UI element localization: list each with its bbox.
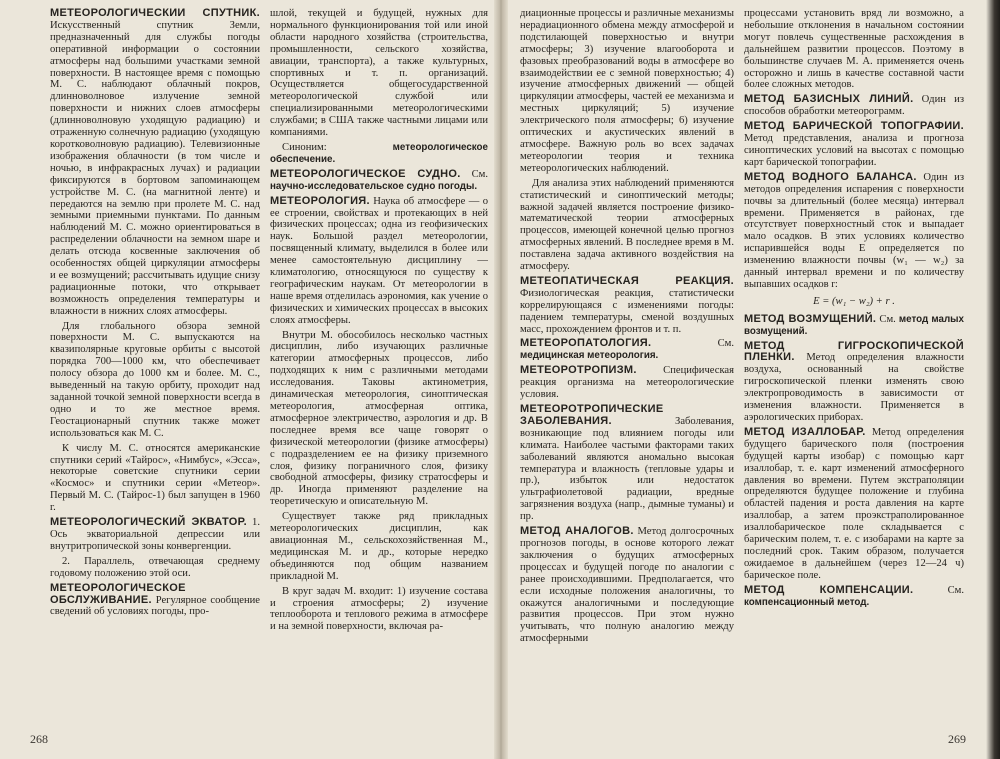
dictionary-entry xyxy=(520,338,734,362)
dictionary-entry xyxy=(744,121,964,169)
cross-reference: компенсационный метод. xyxy=(744,596,870,608)
cross-reference: метеорологическое обеспечение. xyxy=(270,141,488,165)
entry-text: Метод представления, анализа и прогноза синоптических условий на высотах с помощью карт барической топографии. xyxy=(744,133,964,168)
dictionary-entry xyxy=(744,172,964,291)
entry-paragraph xyxy=(270,8,488,139)
entry-headword: МЕТЕОРОЛОГИЧЕСКИЙ СПУТНИК. xyxy=(50,8,260,19)
right-page xyxy=(518,8,984,753)
entry-headword: МЕТОД АНАЛОГОВ. xyxy=(520,525,634,538)
dictionary-entry xyxy=(50,517,260,553)
entry-headword: МЕТОД БАЗИСНЫХ ЛИНИЙ. xyxy=(744,93,914,106)
entry-text: Искусственный спутник Земли, предназначенный для службы погоды оперативной информации о состоянии атмосферы над большими участками земной поверхности. В настоящее время с помощью М. С. наблюдают облачный покров, длинноволновое излучение земной поверхности и нижних слоев атмосферы (длинноволновую уходящую радиацию) и отраженную солнечную радиацию (уходящую коротковолновую радиацию). Телевизионные изображения облачности (в том числе и ночью, в инфракрасных лучах) и радиации фиксируются в бортовом запоминающем устройстве М. С. (на магнитной ленте) и передаются на землю при пролете М. С. над земными приемными пунктами. По данным наблюдений М. С. можно ориентироваться в распределении облачности на земном шаре и делать отсюда косвенные заключения об особенностях общей циркуляции атмосферы и ее возмущений; рассчитывать идущие снизу радиационные потоки, что открывает возможность определения температуры и влажности в нижних слоях атмосферы. xyxy=(50,19,260,317)
cross-reference: метод малых возмущений. xyxy=(744,313,964,337)
entry-text: К числу М. С. относятся американские спутники серий «Тайрос», «Нимбус», «Эсса», некоторые советские спутники серии «Космос» и спутники серии «Метеор». Первый М. С. (Тайрос-1) был запущен в 1960 г. xyxy=(50,442,260,514)
dictionary-entry xyxy=(50,583,260,619)
dictionary-entry xyxy=(744,341,964,424)
entry-headword: МЕТЕОРОТРОПИЗМ. xyxy=(520,364,637,377)
entry-text: Один из способов обработки метеорограмм. xyxy=(744,94,964,118)
entry-text: Заболевания, возникающие под влиянием погоды или климата. Наиболее частыми факторами таких заболеваний являются аномально высокая температура и влажность (тепловые удары и пр.), избыток или недостаток ультрафиолетовой радиации, вредные загрязнения воздуха (напр., дымные туманы) и пр. xyxy=(520,415,734,523)
entry-text: См. xyxy=(460,168,488,180)
entry-text: Для анализа этих наблюдений применяются статистический и синоптический методы; важной задачей является построение физико-математической теории атмосферных процессов, имеющей конечной целью прогноз атмосферных явлений. В последнее время в М. поставлена задача активного воздействия на атмосферу. xyxy=(520,177,734,273)
entry-paragraph xyxy=(50,443,260,514)
entry-headword: МЕТЕОРОЛОГИЯ. xyxy=(270,194,370,207)
dictionary-entry xyxy=(520,365,734,401)
entry-text: диационные процессы и различные механизмы нерадиационного обмена между атмосферой и подстилающей поверхностью и внутри атмосферы; 3) изучение влагооборота и фазовых преобразований воды в атмосфере во взаимодействии ее с земной поверхностью; 4) изучение атмосферных движений — общей циркуляции атмосферы, частей ее механизма и местных циркуляций; 5) изучение электрического поля атмосферы; 6) изучение оптических и акустических явлений в атмосфере. Важную роль во всех задачах метеорологии теория и техника метеорологических наблюдений. xyxy=(520,8,734,174)
entry-headword: МЕТЕОРОЛОГИЧЕСКИЙ ЭКВАТОР. xyxy=(50,516,247,529)
entry-text: 2. Параллель, отвечающая среднему годовому положению этой оси. xyxy=(50,555,260,579)
entry-text: Метод определения влажности воздуха, основанный на свойстве гигроскопической пленки изменять свою электропроводимость в зависимости от изменения влажности. Применяется в аэрологических приборах. xyxy=(744,352,964,423)
entry-text: Внутри М. обособилось несколько частных дисциплин, либо изучающих различные категории атмосферных процессов, либо подходящих к ним с различными методами исследования. Таковы актинометрия, динамическая метеорология, синоптическая метеорология, атмосферная оптика, атмосферное электричество, аэрология и др. В последнее время все чаще говорят о физической метеорологии (физике атмосферы) с подразделением ее на физику приземного слоя, физику пограничного слоя, физику свободной атмосферы, физику стратосферы и др. Иногда применяют разделение на теоретическую и описательную М. xyxy=(270,329,488,508)
book-gutter xyxy=(494,0,508,759)
entry-text: процессами установить вряд ли возможно, а небольшие отклонения в начальном состоянии могут повлечь существенные расхождения в дальнейшем развитии процессов. Поэтому в большинстве случаев М. А. применяется очень осторожно и лишь в качестве составной части более сложных методов. xyxy=(744,8,964,91)
entry-text: Метод долгосрочных прогнозов погоды, в основе которого лежат заключения о будущих атмосферных процессах и будущей погоде по аналогии с ранее происходившими. Предполагается, что если исходные положения аналогичны, то окажутся аналогичными и последующие развития процессов. При этом нужно учитывать, что полную аналогию между атмосферными xyxy=(520,526,734,645)
entry-text: Физиологическая реакция, статистически коррелирующаяся с изменениями погоды: падением температуры, сменой воздушных масс, прохождением фронтов и т. п. xyxy=(520,287,734,335)
entry-paragraph xyxy=(50,556,260,580)
dictionary-entry xyxy=(744,94,964,118)
page-edge-shadow xyxy=(986,0,1000,759)
entry-headword: МЕТОД ГИГРОСКОПИЧЕСКОЙ ПЛЕНКИ. xyxy=(744,339,964,364)
entry-text: См. xyxy=(876,313,899,325)
entry-headword: МЕТОД ВОЗМУЩЕНИЙ. xyxy=(744,312,877,325)
formula: E = (w₁ − w₂) + r . xyxy=(813,295,895,307)
cross-reference: научно-исследовательское судно погоды. xyxy=(270,180,478,192)
entry-headword: МЕТОД БАРИЧЕСКОЙ ТОПОГРАФИИ. xyxy=(744,120,964,133)
entry-headword: МЕТОД ВОДНОГО БАЛАНСА. xyxy=(744,170,917,183)
right-page-column-1 xyxy=(520,8,734,692)
dictionary-entry xyxy=(520,404,734,523)
entry-headword: МЕТОД КОМПЕНСАЦИИ. xyxy=(744,583,914,596)
entry-text: Наука об атмосфере — о ее строении, свойствах и протекающих в ней физических процессах; одна из геофизических наук. Большой раздел метеорологии, посвященный климату, выделился в более или менее самостоятельную дисциплину — климатологию, относящуюся по существу к географическим наукам. От метеорологии в наше время отделилась аэрономия, как учение о физических и химических процессах в высоких слоях атмосферы. xyxy=(270,195,488,326)
dictionary-entry xyxy=(270,169,488,193)
entry-paragraph xyxy=(270,511,488,582)
entry-text: Метод определения будущего барического поля (построения будущей карты изобар) с помощью карт изаллобар, т. е. карт изменений атмосферного давления во времени. Путем экстраполяции определяются будущее положение и глубина областей падения и роста давления на карте изаллобар, а затем проэкстраполированное изаллобарическое поле складывается с барическим полем, т. е. с изобарами на карте за последний срок. Таким образом, получается ожидаемое в дальнейшем (через 12—24 ч) барическое поле. xyxy=(744,426,964,581)
entry-text: Регулярное сообщение сведений об условиях погоды, про- xyxy=(50,594,260,618)
right-page-column-2 xyxy=(744,8,964,692)
dictionary-entry xyxy=(270,196,488,327)
entry-headword: МЕТЕОРОЛОГИЧЕСКОЕ СУДНО. xyxy=(270,167,461,180)
entry-headword: МЕТЕОРОПАТОЛОГИЯ. xyxy=(520,337,652,350)
entry-headword: МЕТЕОРОЛОГИЧЕСКОЕ ОБСЛУЖИВАНИЕ. xyxy=(50,581,186,606)
entry-text: Существует также ряд прикладных метеорологических дисциплин, как авиационная М., сельскохозяйственная М., медицинская М. и др., которые нередко объединяются под общим названием прикладной М. xyxy=(270,511,488,582)
page-number-right: 269 xyxy=(948,732,966,746)
left-page-column-2 xyxy=(270,8,488,692)
entry-text: Специфическая реакция организма на метеорологические условия. xyxy=(520,365,734,401)
entry-text: шлой, текущей и будущей, нужных для нормального функционирования той или иной области народного хозяйства (строительства, промышленности, сельского хозяйства, авиации, транспорта), а также культурных, спортивных и т. п. организаций. Осуществляется общегосударственной метеорологической службой или специализированными метеорологическими службами; в США также частными лицами или компаниями. xyxy=(270,8,488,139)
dictionary-entry xyxy=(50,8,260,318)
entry-paragraph xyxy=(50,321,260,440)
entry-headword: МЕТЕОПАТИЧЕСКАЯ РЕАКЦИЯ. xyxy=(520,274,734,287)
dictionary-entry xyxy=(744,585,964,609)
dictionary-entry xyxy=(744,427,964,582)
dictionary-entry xyxy=(520,526,734,645)
entry-paragraph xyxy=(270,586,488,634)
dictionary-entry xyxy=(744,314,964,338)
entry-text: Для глобального обзора земной поверхности М. С. выпускаются на квазиполярные круговые орбиты с высотой порядка 700—1000 км, что обеспечивает полосу обзора до 1000 км и более. М. С., выведенный на такую орбиту, проходит над заданной точкой земной поверхности всегда в одно и то же местное время. Геостационарный спутник также может использоваться как М. С. xyxy=(50,320,260,439)
entry-text: В круг задач М. входит: 1) изучение состава и строения атмосферы; 2) изучение теплооборота и теплового режима в атмосфере и на земной поверхности, включая ра- xyxy=(270,585,488,633)
entry-text: См. xyxy=(913,584,964,596)
entry-headword: МЕТЕОРОТРОПИЧЕСКИЕ ЗАБОЛЕВАНИЯ. xyxy=(520,403,664,427)
entry-headword: МЕТОД ИЗАЛЛОБАР. xyxy=(744,425,866,438)
entry-paragraph xyxy=(270,330,488,509)
entry-text: Один из методов определения испарения с поверхности почвы за длительный (более месяца) интервал времени. Применяется в районах, где отсутствует поверхностный сток и выпадает мало осадков. В этих условиях количество испарившейся воды E определяется по изменению влажности почвы (w₁ — w₂) за данный интервал времени и по количеству выпавших осадков r: xyxy=(744,171,964,290)
entry-paragraph xyxy=(520,8,734,175)
entry-paragraph xyxy=(270,142,488,166)
left-page-column-1 xyxy=(50,8,260,692)
cross-reference: медицинская метеорология. xyxy=(520,350,659,362)
dictionary-entry xyxy=(520,276,734,336)
entry-text: См. xyxy=(651,338,734,350)
entry-paragraph xyxy=(520,178,734,273)
left-page xyxy=(14,8,492,753)
entry-paragraph xyxy=(744,8,964,91)
entry-text: Синоним: xyxy=(282,141,393,153)
entry-text: 1. Ось экваториальной депрессии или внутритропической зоны конвергенции. xyxy=(50,517,260,552)
page-number-left: 268 xyxy=(30,732,48,746)
